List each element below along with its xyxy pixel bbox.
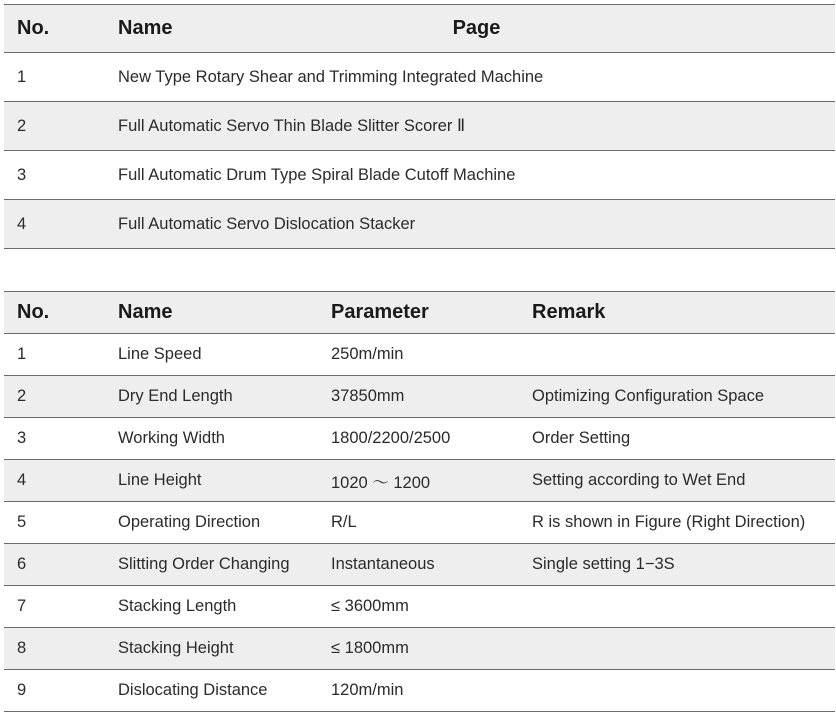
row-name: Line Speed: [118, 345, 202, 363]
row-name: Stacking Length: [118, 597, 237, 615]
row-parameter: 37850mm: [331, 387, 405, 405]
row-no: 2: [17, 387, 27, 405]
table-row: [4, 151, 835, 200]
row-remark: Order Setting: [532, 429, 631, 447]
row-name: Full Automatic Drum Type Spiral Blade Cutoff Machine: [118, 165, 516, 184]
row-parameter: 1800/2200/2500: [331, 429, 451, 447]
table-row: [4, 670, 835, 712]
row-name: Slitting Order Changing: [118, 555, 290, 573]
row-parameter: ≤ 1800mm: [331, 639, 409, 657]
table-header-row: [4, 292, 835, 334]
row-parameter: R/L: [331, 513, 357, 531]
row-name: Full Automatic Servo Thin Blade Slitter Scorer Ⅱ: [118, 117, 466, 135]
table-row: [4, 102, 835, 151]
row-no: 1: [17, 345, 27, 363]
table-header-row: [4, 5, 835, 53]
row-name: Operating Direction: [118, 513, 261, 531]
row-parameter: 1020 ～ 1200: [331, 473, 431, 492]
table-row: [4, 418, 835, 460]
header-remark: Remark: [532, 301, 606, 323]
table-row: [4, 544, 835, 586]
row-no: 3: [17, 429, 27, 447]
row-name: Stacking Height: [118, 639, 234, 657]
row-no: 9: [17, 681, 27, 699]
row-no: 1: [17, 67, 27, 86]
row-parameter: 250m/min: [331, 345, 404, 363]
row-name: Working Width: [118, 429, 225, 447]
table-row: [4, 53, 835, 102]
row-remark: Single setting 1−3S: [532, 555, 675, 573]
row-remark: Setting according to Wet End: [532, 471, 746, 489]
row-name: New Type Rotary Shear and Trimming Integrated Machine: [118, 67, 544, 86]
row-no: 7: [17, 597, 27, 615]
row-name: Dry End Length: [118, 387, 233, 405]
machine-list-table: [4, 4, 835, 249]
row-no: 8: [17, 639, 27, 657]
row-parameter: 120m/min: [331, 681, 404, 699]
table-row: [4, 334, 835, 376]
header-no: No.: [17, 301, 50, 323]
header-no: No.: [17, 17, 50, 39]
table-row: [4, 628, 835, 670]
header-parameter: Parameter: [331, 301, 429, 323]
header-page: Page: [452, 17, 501, 39]
row-name: Dislocating Distance: [118, 681, 268, 699]
header-name: Name: [118, 301, 173, 323]
table-row: [4, 502, 835, 544]
row-no: 5: [17, 513, 27, 531]
parameter-table: [4, 291, 835, 712]
row-no: 4: [17, 214, 27, 233]
table-row: [4, 460, 835, 502]
row-name: Full Automatic Servo Dislocation Stacker: [118, 214, 416, 233]
row-no: 2: [17, 116, 27, 135]
row-parameter: Instantaneous: [331, 555, 435, 573]
row-remark: R is shown in Figure (Right Direction): [532, 513, 806, 531]
row-name: Line Height: [118, 471, 202, 489]
row-no: 3: [17, 165, 27, 184]
table-row: [4, 376, 835, 418]
row-no: 6: [17, 555, 27, 573]
header-name: Name: [118, 17, 173, 39]
table-row: [4, 200, 835, 249]
table-row: [4, 586, 835, 628]
row-no: 4: [17, 471, 27, 489]
row-remark: Optimizing Configuration Space: [532, 387, 765, 405]
row-parameter: ≤ 3600mm: [331, 597, 409, 615]
